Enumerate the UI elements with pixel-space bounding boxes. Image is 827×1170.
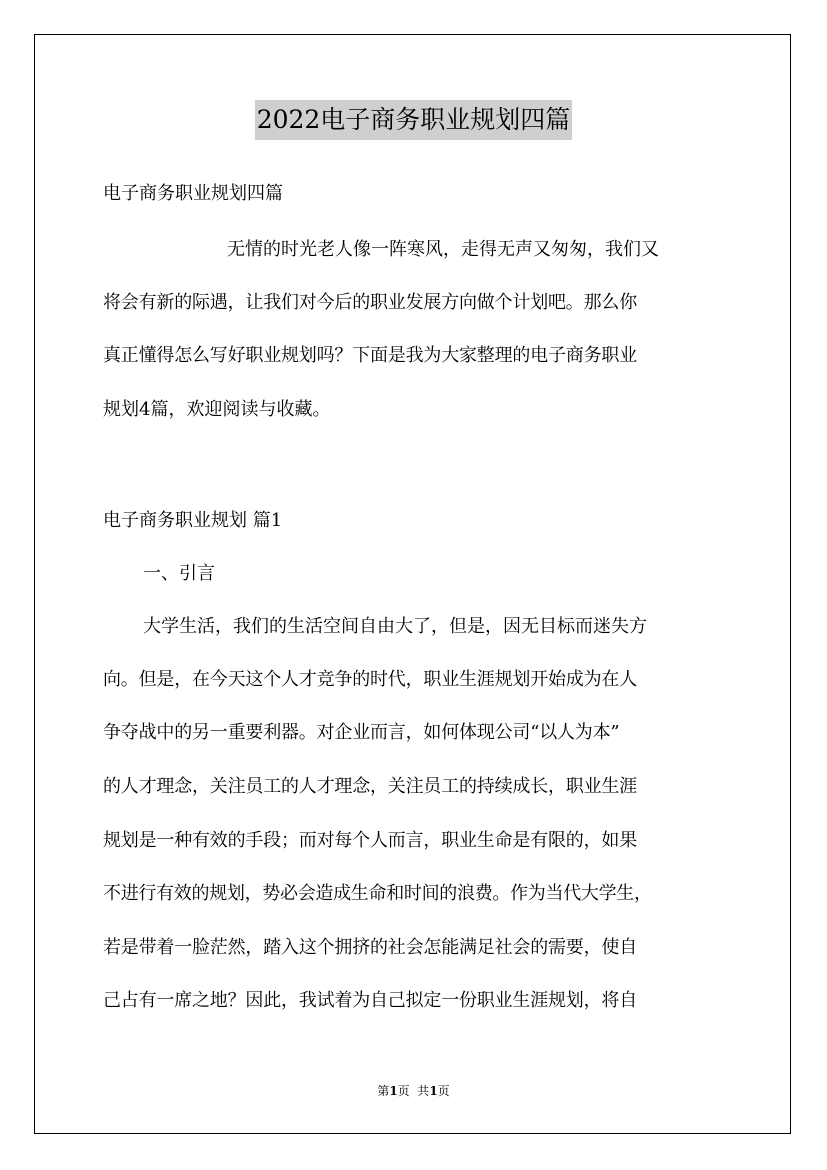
body-line-4: 的人才理念，关注员工的人才理念，关注员工的持续成长，职业生涯 bbox=[103, 776, 637, 797]
body-line-6: 不进行有效的规划，势必会造成生命和时间的浪费。作为当代大学生， bbox=[103, 883, 652, 904]
footer-page-total: 1 bbox=[429, 1084, 438, 1098]
footer-page-current: 1 bbox=[389, 1084, 398, 1098]
section-heading: 电子商务职业规划 篇1 bbox=[103, 510, 283, 531]
intro-line-4: 规划4篇，欢迎阅读与收藏。 bbox=[103, 399, 331, 420]
sub-heading: 一、引言 bbox=[143, 563, 215, 584]
body-line-1: 大学生活，我们的生活空间自由大了，但是，因无目标而迷失方 bbox=[143, 616, 647, 637]
footer-page-suffix: 页 bbox=[437, 1084, 450, 1098]
body-line-7: 若是带着一脸茫然，踏入这个拥挤的社会怎能满足社会的需要，使自 bbox=[103, 937, 637, 958]
body-line-5: 规划是一种有效的手段；而对每个人而言，职业生命是有限的，如果 bbox=[103, 830, 637, 851]
intro-line-2: 将会有新的际遇，让我们对今后的职业发展方向做个计划吧。那么你 bbox=[103, 292, 637, 313]
footer-page-prefix: 第 bbox=[377, 1084, 390, 1098]
intro-line-1: 无情的时光老人像一阵寒风，走得无声又匆匆，我们又 bbox=[227, 239, 659, 260]
document-subtitle: 电子商务职业规划四篇 bbox=[103, 183, 283, 204]
body-line-8: 己占有一席之地？因此，我试着为自己拟定一份职业生涯规划，将自 bbox=[103, 990, 637, 1011]
page-footer bbox=[0, 1082, 827, 1100]
body-line-3: 争夺战中的另一重要利器。对企业而言，如何体现公司“以人为本” bbox=[103, 722, 620, 743]
title-container bbox=[0, 100, 827, 140]
intro-line-3: 真正懂得怎么写好职业规划吗？下面是我为大家整理的电子商务职业 bbox=[103, 345, 637, 366]
document-title: 2022电子商务职业规划四篇 bbox=[255, 100, 573, 140]
body-line-2: 向。但是，在今天这个人才竞争的时代，职业生涯规划开始成为在人 bbox=[103, 669, 637, 690]
footer-page-mid: 页 共 bbox=[397, 1084, 430, 1098]
